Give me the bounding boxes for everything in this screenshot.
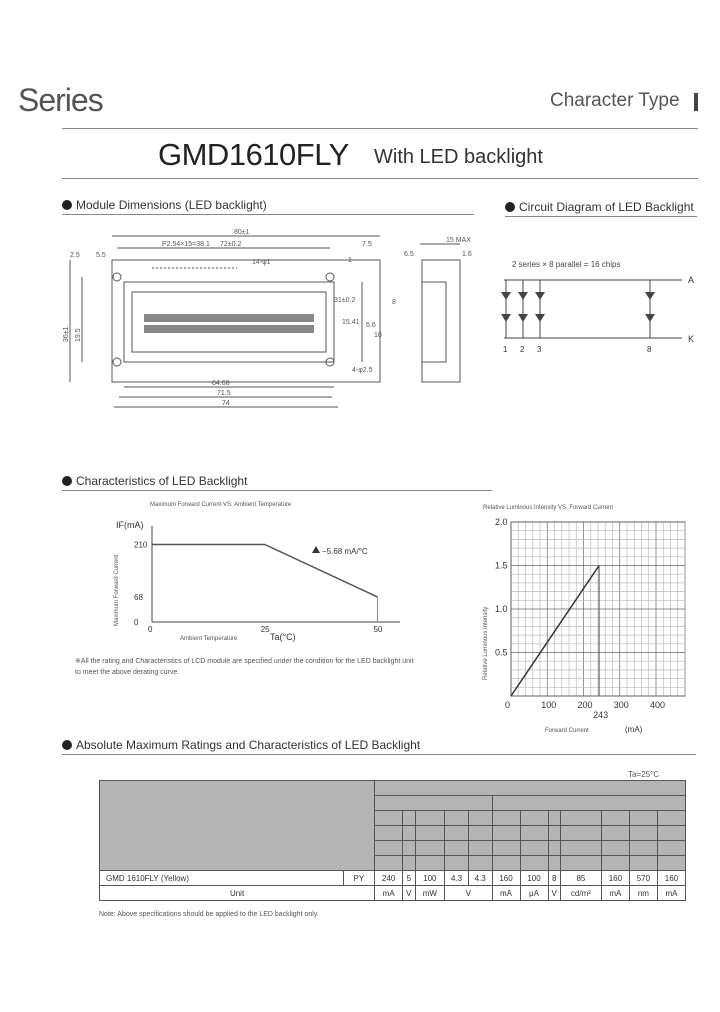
table-header-cell	[520, 841, 548, 856]
model-subtitle: With LED backlight	[374, 146, 543, 168]
table-header-cell	[415, 826, 445, 841]
dim-label: 71.5	[217, 390, 231, 397]
table-header-cell	[403, 826, 415, 841]
dim-label: 31±0.2	[334, 297, 356, 304]
table-header-cell	[601, 841, 629, 856]
dim-label: 1.6	[462, 251, 472, 258]
table-header-cell	[403, 811, 415, 826]
model-title: GMD1610FLY	[158, 137, 349, 172]
cell-unit: mA	[375, 886, 403, 901]
chart2-x-tick: 200	[577, 700, 593, 710]
chart1-y-tick: 210	[134, 540, 148, 550]
table-header-cell	[560, 826, 601, 841]
table-header-cell	[560, 841, 601, 856]
chart2-x-tick: 300	[613, 700, 629, 710]
character-type-label: Character Type	[550, 90, 680, 111]
dim-label: 6.5	[404, 251, 414, 258]
table-header-cell	[492, 826, 520, 841]
cell-unit: μA	[520, 886, 548, 901]
table-header-cell	[468, 841, 492, 856]
derating-chart	[100, 496, 430, 656]
ta-label: Ta=25°C	[628, 770, 659, 779]
chart2-series-line	[511, 566, 599, 697]
chart2-title: Relative Luminous Intensity VS. Forward Current	[483, 505, 614, 511]
section-circuit-label: Circuit Diagram of LED Backlight	[519, 200, 694, 214]
cell-value: 160	[492, 871, 520, 886]
dim-label: 64.68	[212, 380, 230, 387]
series-title: Series	[18, 82, 103, 118]
section-characteristics	[62, 474, 247, 488]
chart2-ylabel: Relative Luminous Intensity	[483, 606, 489, 680]
cell-unit: nm	[629, 886, 657, 901]
triangle-icon	[312, 546, 320, 553]
cell-unit-label: Unit	[100, 886, 375, 901]
chart1-x-tick: 50	[373, 625, 383, 634]
dim-label: 19.5	[75, 328, 82, 342]
table-header-cell	[415, 811, 445, 826]
cell-color-code: PY	[343, 871, 375, 886]
cell-unit: mA	[492, 886, 520, 901]
column-label: 8	[647, 345, 652, 354]
table-header-cell	[445, 841, 469, 856]
chart2-x-marker: 243	[593, 710, 609, 720]
table-header-cell	[520, 826, 548, 841]
cell-value: 100	[415, 871, 445, 886]
cell-unit: V	[548, 886, 560, 901]
section-ratings	[62, 738, 420, 752]
column-label: 3	[537, 345, 542, 354]
table-header-cell	[548, 841, 560, 856]
table-header-cell	[403, 856, 415, 871]
chart1-yunit: IF(mA)	[116, 520, 144, 530]
dimensions-rule	[62, 214, 474, 215]
dim-label: 1	[348, 257, 352, 264]
table-header-cell	[492, 856, 520, 871]
table-header-cell	[657, 826, 685, 841]
bullet-icon	[62, 476, 72, 486]
table-header-cell	[375, 811, 403, 826]
chart2-x-tick: 0	[505, 700, 511, 710]
led-icon	[535, 314, 545, 322]
table-header-cell	[468, 826, 492, 841]
bullet-icon	[505, 202, 515, 212]
cell-value: 8	[548, 871, 560, 886]
cell-value: 4.3	[445, 871, 469, 886]
column-label: 2	[520, 345, 525, 354]
table-header-cell	[629, 856, 657, 871]
section-dimensions	[62, 198, 267, 212]
cell-unit: mW	[415, 886, 445, 901]
chart2-y-tick: 1.0	[495, 604, 508, 614]
table-header-cell	[601, 811, 629, 826]
dim-label: 4-φ2.5	[352, 367, 373, 374]
cell-value: 5	[403, 871, 415, 886]
cell-unit: V	[445, 886, 492, 901]
cell-model: GMD 1610FLY (Yellow)	[100, 871, 344, 886]
table-header-cell	[445, 826, 469, 841]
section-circuit	[505, 200, 694, 214]
chart2-y-tick: 0.5	[495, 647, 508, 658]
chart2-y-tick: 2.0	[495, 517, 508, 527]
table-header-cell	[548, 856, 560, 871]
chart1-ylabel: Maximum Forward Current	[114, 554, 120, 626]
section-ratings-label: Absolute Maximum Ratings and Characteristics of LED Backlight	[76, 738, 421, 752]
table-row-model	[100, 871, 686, 886]
dim-label: 5.5	[96, 252, 106, 259]
led-icon	[645, 314, 655, 322]
column-label: 1	[503, 345, 508, 354]
characteristics-rule	[62, 490, 492, 491]
ratings-rule	[62, 754, 696, 755]
table-header-cell	[520, 811, 548, 826]
rating-note: ※All the rating and Characteristics of LCD module are specified under the condition for the LED backlight unit to meet the above derating curve.	[75, 658, 414, 676]
led-icon	[645, 292, 655, 300]
dim-label: 6.6	[366, 322, 376, 329]
led-icon	[501, 292, 511, 300]
table-header-cell	[468, 856, 492, 871]
table-header-cell	[403, 841, 415, 856]
section-dimensions-label: Module Dimensions (LED backlight)	[76, 198, 267, 212]
cell-value: 160	[657, 871, 685, 886]
table-header-cell	[601, 856, 629, 871]
title-rule	[62, 178, 698, 179]
footer-note: Note: Above specifications should be applied to the LED backlight only.	[99, 911, 319, 918]
cell-unit: V	[403, 886, 415, 901]
dim-label: 74	[222, 400, 230, 407]
table-header-cell	[492, 796, 686, 811]
dim-label: 8	[392, 299, 396, 306]
chart1-xlabel: Ambient Temperature	[180, 636, 238, 642]
table-header-cell	[548, 826, 560, 841]
chart2-xunit: (mA)	[625, 725, 643, 734]
mount-hole	[113, 358, 121, 366]
table-header-cell	[375, 781, 686, 796]
anode-label: A	[688, 275, 695, 285]
dim-label: 2.5	[70, 252, 80, 259]
header-bar	[694, 93, 698, 111]
table-header-cell	[492, 841, 520, 856]
table-header-cell	[657, 856, 685, 871]
led-icon	[518, 314, 528, 322]
dim-label: 72±0.2	[220, 241, 242, 248]
dim-label: 15 MAX	[446, 237, 471, 244]
char-row-1	[144, 314, 314, 322]
dim-label: 15.41	[342, 319, 360, 326]
table-header-cell	[657, 811, 685, 826]
dim-label: 80±1	[234, 229, 250, 236]
cell-unit: cd/m²	[560, 886, 601, 901]
mount-hole	[113, 273, 121, 281]
circuit-note: 2 series × 8 parallel = 16 chips	[512, 260, 621, 269]
table-header-cell	[560, 811, 601, 826]
section-characteristics-label: Characteristics of LED Backlight	[76, 474, 248, 488]
table-header-cell	[657, 841, 685, 856]
chart2-x-tick: 400	[650, 700, 666, 710]
bullet-icon	[62, 740, 72, 750]
table-header-cell	[601, 826, 629, 841]
chart1-annotation: −5.68 mA/°C	[322, 547, 368, 556]
cell-unit: mA	[657, 886, 685, 901]
dim-label: 10	[374, 332, 382, 339]
bullet-icon	[62, 200, 72, 210]
led-icon	[501, 314, 511, 322]
dim-label: 14-φ1	[252, 259, 271, 266]
table-header-cell	[375, 796, 492, 811]
chart1-xunit: Ta(°C)	[270, 632, 296, 642]
dim-label: 7.5	[362, 241, 372, 248]
table-header-cell	[415, 856, 445, 871]
dim-label: 36±1	[63, 326, 70, 342]
cathode-label: K	[688, 334, 695, 344]
table-header-cell	[548, 811, 560, 826]
mount-hole	[326, 273, 334, 281]
cell-value: 160	[601, 871, 629, 886]
table-header-cell	[468, 811, 492, 826]
table-header-cell	[415, 841, 445, 856]
char-row-2	[144, 325, 314, 333]
dim-label: P2.54×15=38.1	[162, 241, 210, 248]
ratings-table	[99, 780, 686, 901]
cell-value: 240	[375, 871, 403, 886]
chart1-y-tick: 0	[134, 618, 139, 627]
circuit-rule	[505, 216, 697, 217]
chart1-x-tick: 0	[148, 625, 153, 634]
cell-value: 100	[520, 871, 548, 886]
header-rule	[62, 128, 698, 129]
cell-value: 4.3	[468, 871, 492, 886]
table-header-cell	[629, 841, 657, 856]
table-header-cell	[100, 781, 375, 871]
table-row	[100, 781, 686, 796]
side-view-lcd	[422, 282, 446, 362]
cell-value: 570	[629, 871, 657, 886]
table-header-cell	[445, 811, 469, 826]
side-view	[422, 260, 460, 382]
led-icon	[518, 292, 528, 300]
luminous-chart	[475, 500, 705, 740]
table-header-cell	[629, 826, 657, 841]
chart1-y-tick: 68	[134, 592, 143, 602]
chart2-x-tick: 100	[541, 700, 557, 710]
table-header-cell	[520, 856, 548, 871]
chart2-xlabel: Forward Current	[545, 728, 589, 734]
table-header-cell	[492, 811, 520, 826]
table-header-cell	[375, 856, 403, 871]
table-header-cell	[560, 856, 601, 871]
cell-unit: mA	[601, 886, 629, 901]
chart2-y-tick: 1.5	[495, 560, 508, 571]
table-header-cell	[629, 811, 657, 826]
table-header-cell	[445, 856, 469, 871]
module-dimension-drawing	[62, 222, 482, 422]
cell-value: 85	[560, 871, 601, 886]
chart1-title: Maximum Forward Current VS. Ambient Temperature	[150, 502, 292, 508]
chart1-x-tick: 25	[260, 625, 270, 634]
table-header-cell	[375, 826, 403, 841]
table-row-unit	[100, 886, 686, 901]
led-icon	[535, 292, 545, 300]
circuit-diagram	[498, 270, 698, 360]
table-header-cell	[375, 841, 403, 856]
